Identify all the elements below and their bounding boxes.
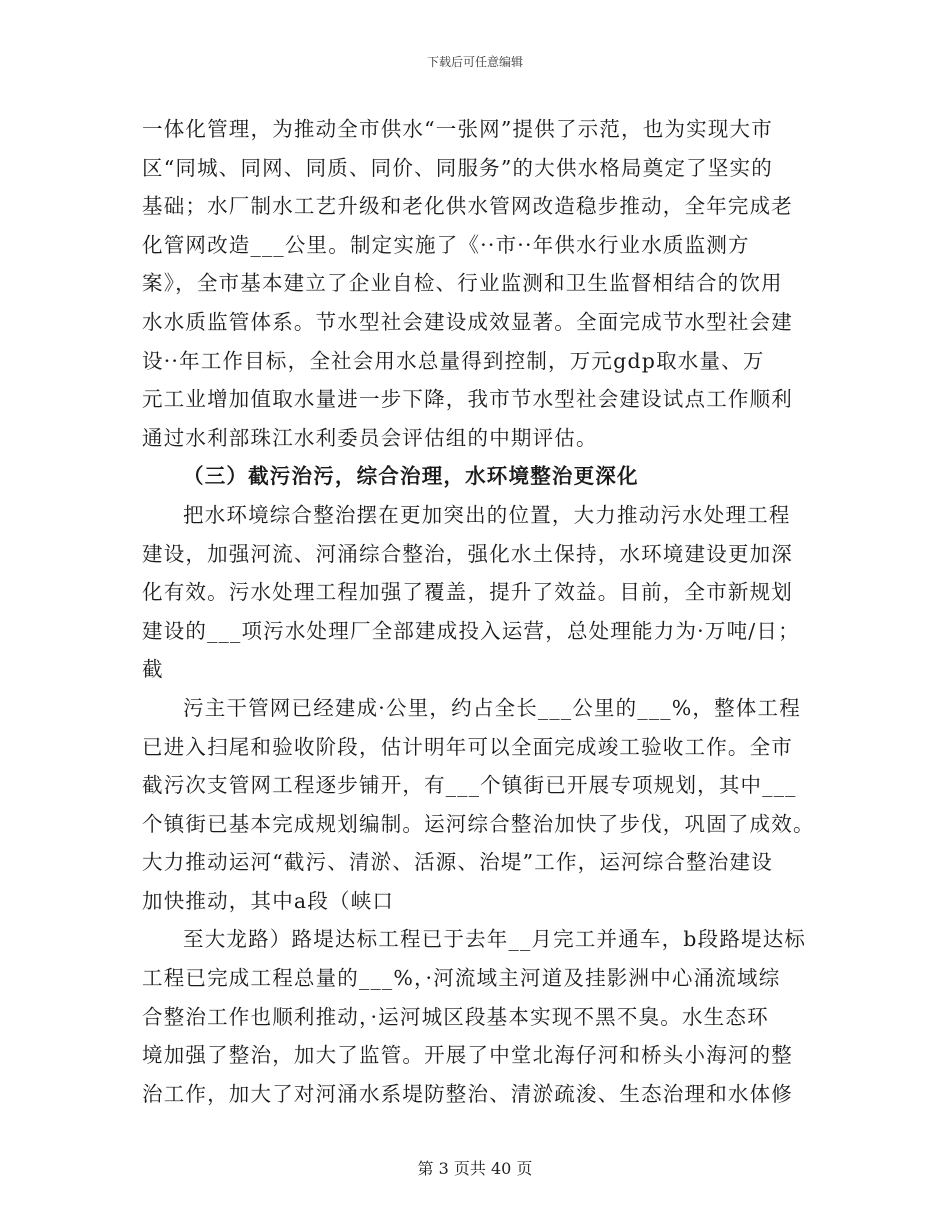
text-line: 基础；水厂制水工艺升级和老化供水管网改造稳步推动，全年完成老 — [142, 194, 793, 219]
page-header: 下载后可任意编辑 — [426, 55, 523, 69]
text-line: 建设，加强河流、河涌综合整治，强化水土保持，水环境建设更加深 — [142, 541, 793, 566]
text-line: 合整治工作也顺利推动，·运河城区段基本实现不黑不臭。水生态环 — [142, 1004, 769, 1029]
text-line: 工程已完成工程总量的___%，·河流域主河道及挂影洲中心涌流域综 — [142, 966, 781, 991]
document-body — [142, 110, 814, 1113]
text-line: 大力推动运河“截污、清淤、活源、治堤”工作，运河综合整治建设 — [142, 850, 773, 875]
text-line: 截污次支管网工程逐步铺开，有___个镇街已开展专项规划，其中___ — [142, 773, 797, 798]
text-line: 化管网改造___公里。制定实施了《··市··年供水行业水质监测方 — [142, 232, 750, 257]
text-line: 截 — [142, 657, 164, 682]
text-line: 案》，全市基本建立了企业自检、行业监测和卫生监督相结合的饮用 — [142, 271, 783, 296]
text-line: 至大龙路）路堤达标工程已于去年__月完工并通车，b段路堤达标 — [183, 927, 807, 952]
text-line: 境加强了整治，加大了监管。开展了中堂北海仔河和桥头小海河的整 — [142, 1043, 793, 1068]
text-line: 化有效。污水处理工程加强了覆盖，提升了效益。目前，全市新规划 — [142, 580, 793, 605]
text-line: 加快推动，其中a段（峡口 — [142, 888, 395, 913]
text-line: 通过水利部珠江水利委员会评估组的中期评估。 — [142, 425, 598, 450]
text-line: 水水质监管体系。节水型社会建设成效显著。全面完成节水型社会建 — [142, 309, 793, 334]
text-line: 治工作，加大了对河涌水系堤防整治、清淤疏浚、生态治理和水体修 — [142, 1081, 793, 1106]
section-heading: （三）截污治污，综合治理，水环境整治更深化 — [183, 464, 639, 489]
text-line: 元工业增加值取水量进一步下降，我市节水型社会建设试点工作顺利 — [142, 387, 793, 412]
text-line: 已进入扫尾和验收阶段，估计明年可以全面完成竣工验收工作。全市 — [142, 734, 793, 759]
text-line: 设··年工作目标，全社会用水总量得到控制，万元gdp取水量、万 — [142, 348, 765, 373]
text-line: 个镇街已基本完成规划编制。运河综合整治加快了步伐，巩固了成效。 — [142, 811, 815, 836]
text-line: 建设的___项污水处理厂全部建成投入运营，总处理能力为·万吨/日； — [142, 618, 800, 643]
text-line: 区“同城、同网、同质、同价、同服务”的大供水格局奠定了坚实的 — [142, 155, 773, 180]
page-number: 第 3 页共 40 页 — [417, 1159, 533, 1178]
text-line: 把水环境综合整治摆在更加突出的位置，大力推动污水处理工程 — [183, 502, 791, 527]
text-line: 一体化管理，为推动全市供水“一张网”提供了示范，也为实现大市 — [142, 117, 773, 141]
text-line: 污主干管网已经建成·公里，约占全长___公里的___%，整体工程 — [183, 695, 801, 720]
